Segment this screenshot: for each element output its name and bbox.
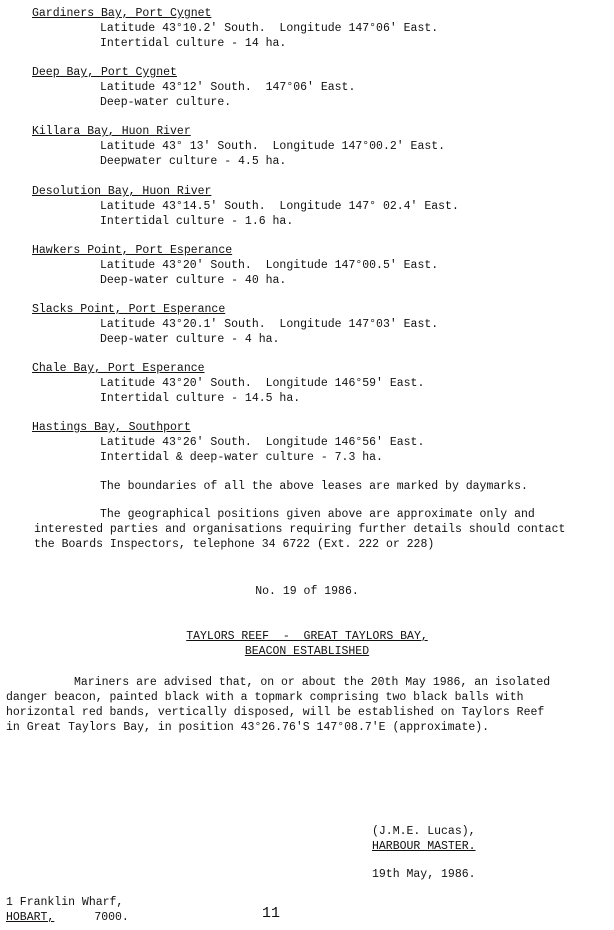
lease-name: Desolution Bay, Huon River	[32, 185, 212, 198]
lease-culture: Intertidal culture - 14.5 ha.	[100, 392, 301, 405]
lease-name: Hawkers Point, Port Esperance	[32, 244, 233, 257]
lease-name: Deep Bay, Port Cygnet	[32, 66, 177, 79]
lease-position: Latitude 43° 13' South. Longitude 147°00.2' East.	[100, 140, 446, 153]
lease-position: Latitude 43°20' South. Longitude 147°00.5' East.	[100, 259, 439, 272]
lease-culture: Intertidal culture - 14 ha.	[100, 37, 287, 50]
notice-subtitle	[0, 644, 614, 659]
notice-body-line: horizontal red bands, vertically disposed, will be established on Taylors Reef	[6, 706, 545, 719]
lease-culture: Intertidal culture - 1.6 ha.	[100, 215, 294, 228]
positions-note-line: the Boards Inspectors, telephone 34 6722 (Ext. 222 or 228)	[34, 538, 435, 551]
notice-body-line: danger beacon, painted black with a topmark comprising two black balls with	[6, 691, 524, 704]
lease-name: Hastings Bay, Southport	[32, 421, 191, 434]
lease-deep-bay	[32, 65, 602, 110]
page-number: 11	[262, 905, 281, 922]
address-line: 1 Franklin Wharf,	[6, 896, 124, 909]
signatory-title: HARBOUR MASTER.	[372, 840, 476, 853]
lease-culture: Deepwater culture - 4.5 ha.	[100, 155, 287, 168]
signatory-name: (J.M.E. Lucas),	[372, 825, 476, 838]
lease-position: Latitude 43°10.2' South. Longitude 147°06' East.	[100, 22, 439, 35]
lease-name: Slacks Point, Port Esperance	[32, 303, 226, 316]
lease-culture: Deep-water culture - 4 ha.	[100, 333, 280, 346]
positions-note-line: interested parties and organisations requiring further details should contact	[34, 523, 566, 536]
address-city: HOBART,	[6, 911, 55, 924]
lease-culture: Intertidal & deep-water culture - 7.3 ha.	[100, 451, 383, 464]
lease-position: Latitude 43°12' South. 147°06' East.	[100, 81, 356, 94]
notice-body-line: in Great Taylors Bay, in position 43°26.76'S 147°08.7'E (approximate).	[6, 721, 490, 734]
lease-culture: Deep-water culture.	[100, 96, 232, 109]
lease-killara-bay	[32, 124, 602, 169]
notice-title-line: BEACON ESTABLISHED	[244, 645, 370, 658]
lease-slacks-point	[32, 302, 602, 347]
lease-position: Latitude 43°20.1' South. Longitude 147°03' East.	[100, 318, 439, 331]
lease-culture: Deep-water culture - 40 ha.	[100, 274, 287, 287]
address-city-line	[6, 910, 129, 925]
lease-gardiners-bay	[32, 6, 602, 51]
lease-chale-bay	[32, 361, 602, 406]
positions-note-line: The geographical positions given above are approximate only and	[100, 508, 535, 521]
lease-name: Chale Bay, Port Esperance	[32, 362, 205, 375]
lease-name: Gardiners Bay, Port Cygnet	[32, 7, 212, 20]
notice-title-line: TAYLORS REEF - GREAT TAYLORS BAY,	[186, 630, 428, 643]
notice-body-line: Mariners are advised that, on or about the 20th May 1986, an isolated	[74, 676, 551, 689]
notice-number: No. 19 of 1986.	[255, 585, 359, 598]
lease-position: Latitude 43°14.5' South. Longitude 147° 02.4' East.	[100, 200, 459, 213]
lease-name: Killara Bay, Huon River	[32, 125, 191, 138]
signature-date: 19th May, 1986.	[372, 868, 476, 881]
notice-title	[0, 629, 614, 644]
lease-hastings-bay	[32, 420, 602, 465]
lease-position: Latitude 43°20' South. Longitude 146°59' East.	[100, 377, 425, 390]
boundaries-note: The boundaries of all the above leases are marked by daymarks.	[100, 480, 528, 493]
lease-hawkers-point	[32, 243, 602, 288]
address-postcode: 7000.	[94, 911, 129, 924]
lease-position: Latitude 43°26' South. Longitude 146°56' East.	[100, 436, 425, 449]
lease-desolution-bay	[32, 184, 602, 229]
